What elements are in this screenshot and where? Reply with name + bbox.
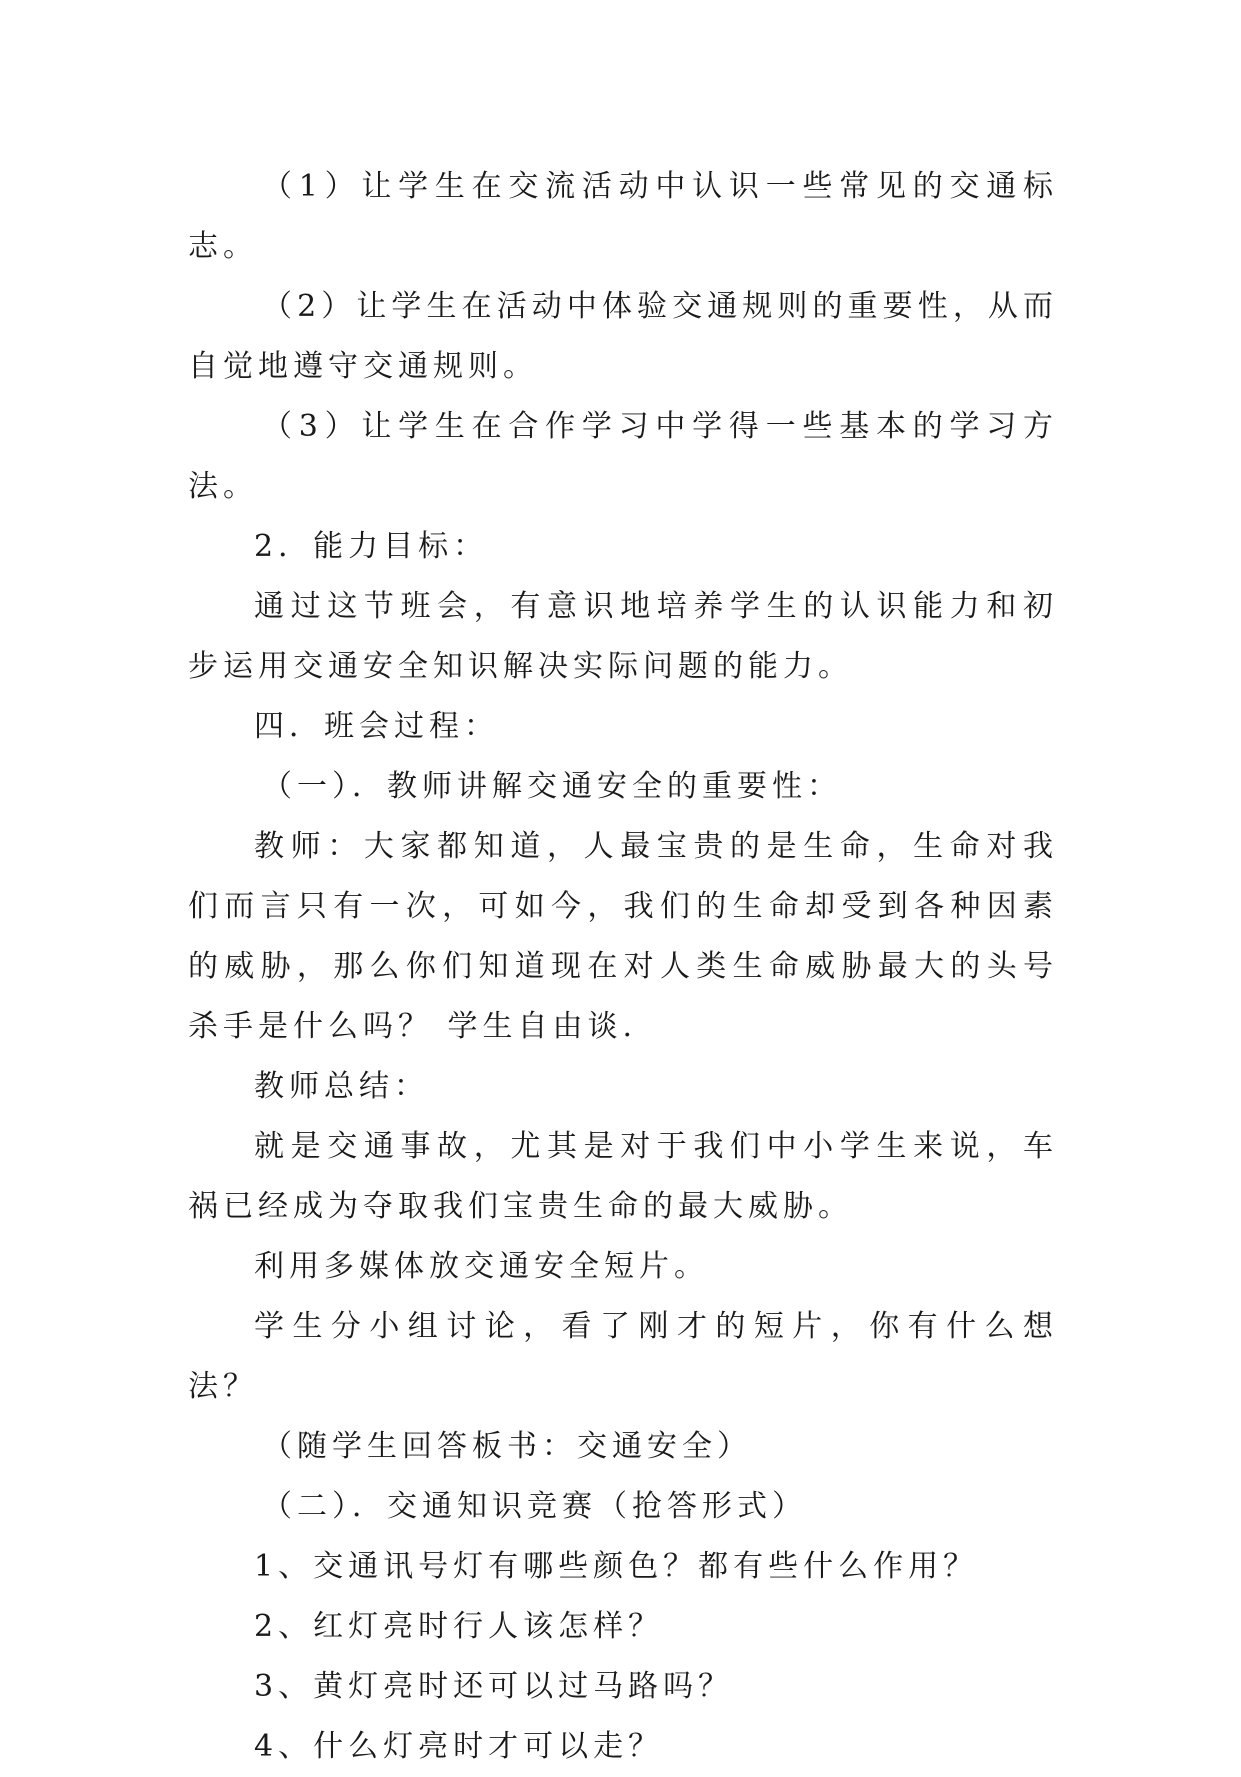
- board-note: （随学生回答板书：交通安全）: [262, 1429, 752, 1464]
- objective-paragraph-1: （1）让学生在交流活动中认识一些常见的交通标志。: [188, 169, 1058, 264]
- section-two-heading: （二）．交通知识竞赛（抢答形式）: [262, 1489, 807, 1524]
- media-activity: 利用多媒体放交通安全短片。: [254, 1249, 709, 1284]
- document-body: [188, 157, 1058, 1777]
- ability-goal-heading: 2．能力目标：: [254, 529, 489, 564]
- quiz-question-1: 1、交通讯号灯有哪些颜色？都有些什么作用？: [254, 1549, 979, 1584]
- quiz-question-2: 2、红灯亮时行人该怎样？: [254, 1609, 664, 1644]
- teacher-summary-heading: 教师总结：: [254, 1069, 429, 1104]
- group-discussion: 学生分小组讨论，看了刚才的短片，你有什么想法？: [188, 1309, 1058, 1404]
- teacher-speech: 教师：大家都知道，人最宝贵的是生命，生命对我们而言只有一次，可如今，我们的生命却受到各种因素的威胁，那么你们知道现在对人类生命威胁最大的头号杀手是什么吗？ 学生自由谈.: [188, 829, 1058, 1044]
- quiz-question-3: 3、黄灯亮时还可以过马路吗？: [254, 1669, 734, 1704]
- quiz-question-4: 4、什么灯亮时才可以走？: [254, 1729, 664, 1764]
- teacher-summary-text: 就是交通事故，尤其是对于我们中小学生来说，车祸已经成为夺取我们宝贵生命的最大威胁。: [188, 1129, 1058, 1224]
- ability-goal-text: 通过这节班会，有意识地培养学生的认识能力和初步运用交通安全知识解决实际问题的能力。: [188, 589, 1058, 684]
- section-one-heading: （一）．教师讲解交通安全的重要性：: [262, 769, 842, 804]
- process-heading: 四．班会过程：: [254, 709, 499, 744]
- objective-paragraph-3: （3）让学生在合作学习中学得一些基本的学习方法。: [188, 409, 1058, 504]
- objective-paragraph-2: （2）让学生在活动中体验交通规则的重要性，从而自觉地遵守交通规则。: [188, 289, 1058, 384]
